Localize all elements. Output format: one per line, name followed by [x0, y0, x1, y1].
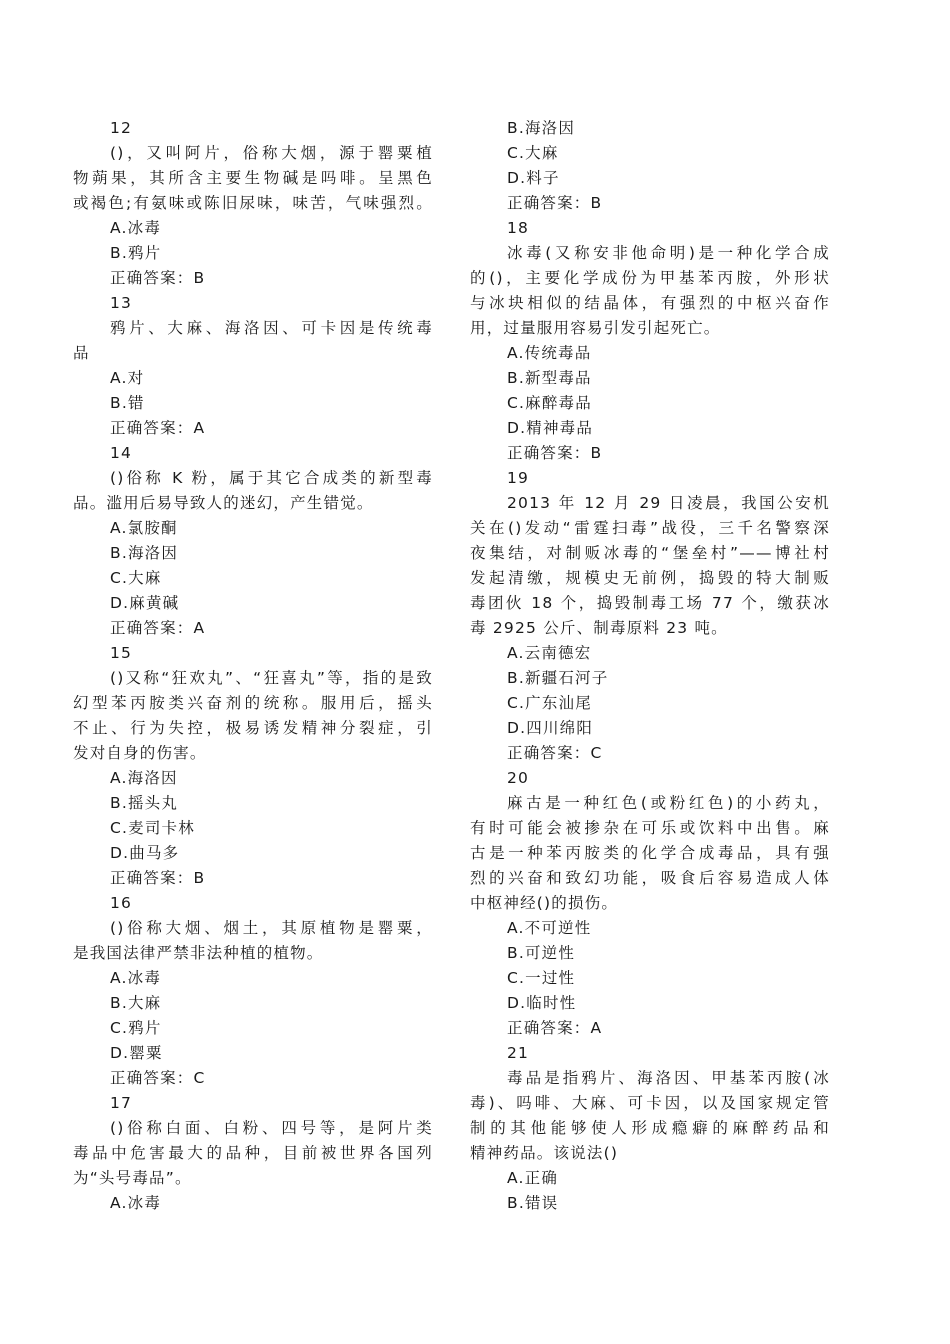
option-line: C.鸦片 — [110, 1019, 162, 1037]
option-line: A.正确 — [507, 1169, 559, 1187]
answer-line: 正确答案：B — [110, 269, 206, 287]
question-text-line: 制的其他能够使人形成瘾癖的麻醉药品和 — [470, 1119, 830, 1137]
option-line: D.四川绵阳 — [507, 719, 594, 737]
option-line: B.错误 — [507, 1194, 559, 1212]
option-line: D.麻黄碱 — [110, 594, 180, 612]
question-text-line: 毒 2925 公斤、制毒原料 23 吨。 — [470, 619, 728, 637]
question-number: 18 — [507, 219, 530, 237]
option-line: A.云南德宏 — [507, 644, 592, 662]
question-text-line: 发起清缴，规模史无前例，捣毁的特大制贩 — [470, 569, 830, 587]
question-text-line: 不止、行为失控，极易诱发精神分裂症，引 — [73, 719, 433, 737]
answer-line: 正确答案：A — [110, 419, 206, 437]
question-text-line: 毒品是指鸦片、海洛因、甲基苯丙胺(冰 — [507, 1069, 830, 1087]
question-text-line: 或褐色;有氨味或陈旧尿味，味苦，气味强烈。 — [73, 194, 433, 212]
answer-line: 正确答案：B — [507, 194, 603, 212]
question-text-line: 毒)、吗啡、大麻、可卡因，以及国家规定管 — [470, 1094, 830, 1112]
option-line: C.大麻 — [507, 144, 559, 162]
option-line: A.冰毒 — [110, 969, 162, 987]
question-number: 19 — [507, 469, 530, 487]
question-text-line: 为“头号毒品”。 — [73, 1169, 192, 1187]
option-line: B.新型毒品 — [507, 369, 592, 387]
question-text-line: 发对自身的伤害。 — [73, 744, 207, 762]
answer-line: 正确答案：B — [110, 869, 206, 887]
option-line: D.料子 — [507, 169, 560, 187]
option-line: D.曲马多 — [110, 844, 180, 862]
question-number: 15 — [110, 644, 133, 662]
question-number: 14 — [110, 444, 133, 462]
option-line: B.摇头丸 — [110, 794, 179, 812]
option-line: A.不可逆性 — [507, 919, 592, 937]
option-line: A.对 — [110, 369, 145, 387]
option-line: D.精神毒品 — [507, 419, 594, 437]
question-text-line: 的()，主要化学成份为甲基苯丙胺，外形状 — [470, 269, 830, 287]
option-line: D.临时性 — [507, 994, 577, 1012]
answer-line: 正确答案：C — [110, 1069, 206, 1087]
option-line: B.错 — [110, 394, 145, 412]
question-text-line: 鸦片、大麻、海洛因、可卡因是传统毒 — [110, 319, 433, 337]
option-line: B.海洛因 — [507, 119, 576, 137]
left-column — [73, 116, 433, 1216]
option-line: A.冰毒 — [110, 219, 162, 237]
option-line: C.麦司卡林 — [110, 819, 195, 837]
answer-line: 正确答案：A — [507, 1019, 603, 1037]
question-text-line: ()俗称白面、白粉、四号等，是阿片类 — [110, 1119, 433, 1137]
option-line: B.大麻 — [110, 994, 162, 1012]
answer-line: 正确答案：B — [507, 444, 603, 462]
answer-line: 正确答案：A — [110, 619, 206, 637]
question-number: 13 — [110, 294, 133, 312]
question-text-line: ()俗称大烟、烟土，其原植物是罂粟， — [110, 919, 433, 937]
question-text-line: 物蒴果，其所含主要生物碱是吗啡。呈黑色 — [73, 169, 433, 187]
question-number: 12 — [110, 119, 133, 137]
question-text-line: 精神药品。该说法() — [470, 1144, 619, 1162]
right-column — [470, 116, 830, 1216]
question-text-line: ()俗称 K 粉，属于其它合成类的新型毒 — [110, 469, 433, 487]
question-text-line: 麻古是一种红色(或粉红色)的小药丸， — [507, 794, 830, 812]
option-line: D.罂粟 — [110, 1044, 163, 1062]
question-text-line: 用，过量服用容易引发引起死亡。 — [470, 319, 721, 337]
question-text-line: 毒品中危害最大的品种，目前被世界各国列 — [73, 1144, 433, 1162]
option-line: C.一过性 — [507, 969, 576, 987]
option-line: B.海洛因 — [110, 544, 179, 562]
question-text-line: 古是一种苯丙胺类的化学合成毒品，具有强 — [470, 844, 830, 862]
question-text-line: 夜集结，对制贩冰毒的“堡垒村”——博社村 — [470, 544, 830, 562]
question-text-line: 品 — [73, 344, 90, 362]
option-line: A.冰毒 — [110, 1194, 162, 1212]
option-line: A.传统毒品 — [507, 344, 592, 362]
question-number: 21 — [507, 1044, 530, 1062]
option-line: C.广东汕尾 — [507, 694, 592, 712]
question-text-line: 与冰块相似的结晶体，有强烈的中枢兴奋作 — [470, 294, 830, 312]
question-text-line: 是我国法律严禁非法种植的植物。 — [73, 944, 324, 962]
question-text-line: 毒团伙 18 个，捣毁制毒工场 77 个，缴获冰 — [470, 594, 830, 612]
question-text-line: 冰毒(又称安非他命明)是一种化学合成 — [507, 244, 830, 262]
question-text-line: ()，又叫阿片，俗称大烟，源于罂粟植 — [110, 144, 433, 162]
question-text-line: 有时可能会被掺杂在可乐或饮料中出售。麻 — [470, 819, 830, 837]
option-line: B.可逆性 — [507, 944, 576, 962]
option-line: A.海洛因 — [110, 769, 178, 787]
question-text-line: 中枢神经()的损伤。 — [470, 894, 619, 912]
question-text-line: 幻型苯丙胺类兴奋剂的统称。服用后，摇头 — [73, 694, 433, 712]
option-line: B.新疆石河子 — [507, 669, 609, 687]
option-line: C.大麻 — [110, 569, 162, 587]
answer-line: 正确答案：C — [507, 744, 603, 762]
question-text-line: 2013 年 12 月 29 日凌晨，我国公安机 — [507, 494, 830, 512]
option-line: C.麻醉毒品 — [507, 394, 592, 412]
question-number: 20 — [507, 769, 530, 787]
question-text-line: ()又称“狂欢丸”、“狂喜丸”等，指的是致 — [110, 669, 433, 687]
question-text-line: 品。滥用后易导致人的迷幻，产生错觉。 — [73, 494, 374, 512]
option-line: A.氯胺酮 — [110, 519, 178, 537]
question-text-line: 烈的兴奋和致幻功能，吸食后容易造成人体 — [470, 869, 830, 887]
option-line: B.鸦片 — [110, 244, 162, 262]
question-number: 17 — [110, 1094, 133, 1112]
question-text-line: 关在()发动“雷霆扫毒”战役，三千名警察深 — [470, 519, 830, 537]
question-number: 16 — [110, 894, 133, 912]
